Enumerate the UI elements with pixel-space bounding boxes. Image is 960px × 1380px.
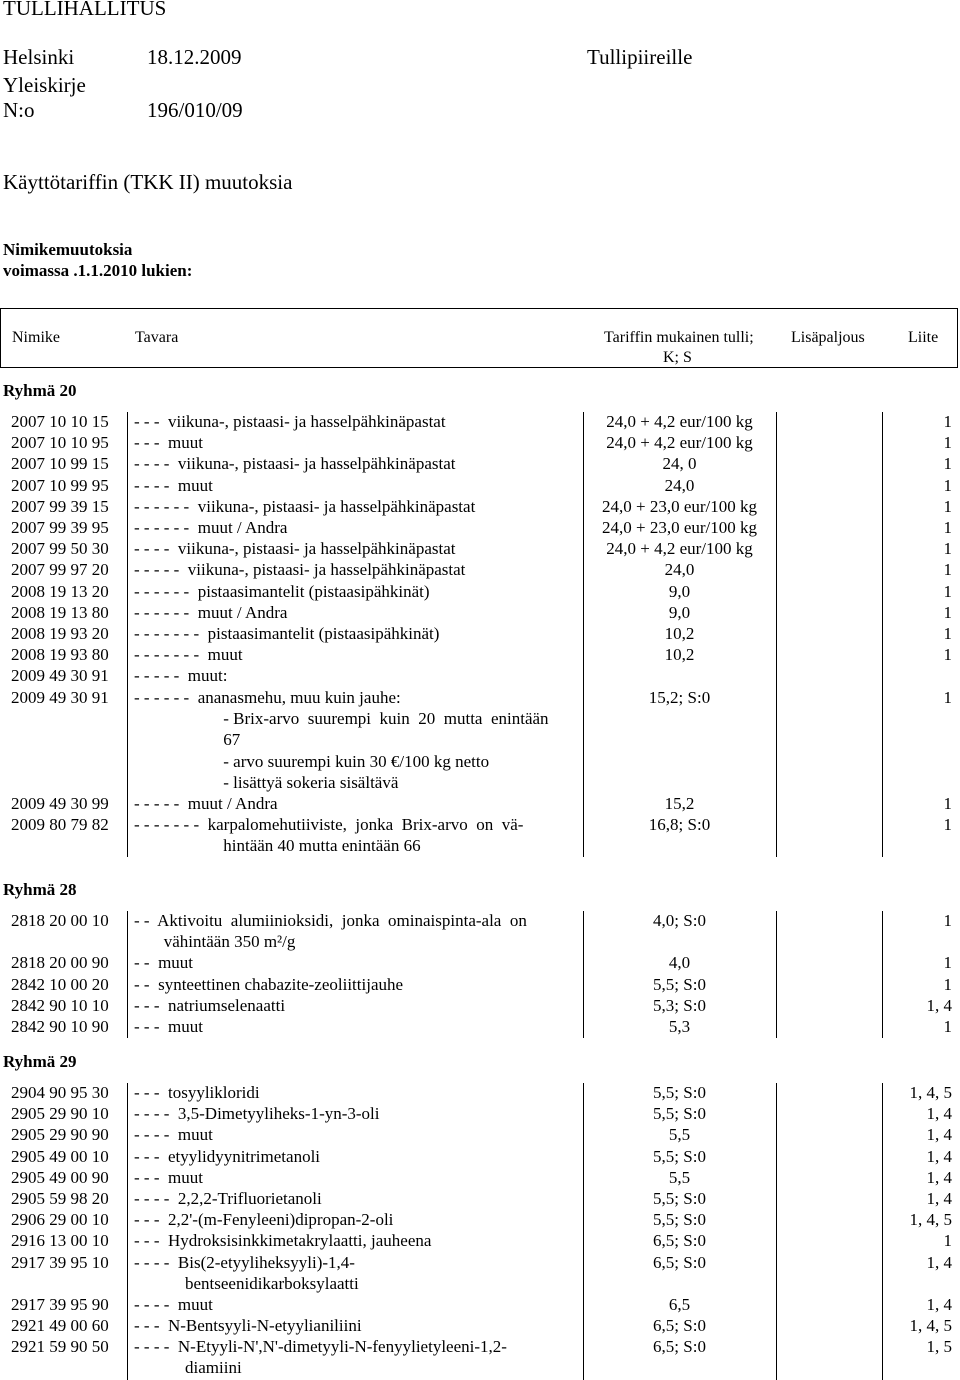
column-divider <box>882 911 883 1038</box>
description-line: hintään 40 mutta enintään 66 <box>134 836 421 856</box>
row-code: 2904 90 95 30 <box>11 1083 109 1102</box>
description-line: vähintään 350 m²/g <box>134 932 296 952</box>
row-code: 2906 29 00 10 <box>11 1210 109 1229</box>
row-description <box>134 560 465 581</box>
row-duty: 24, 0 <box>662 454 697 473</box>
row-liite: 1 <box>943 645 952 664</box>
row-duty: 5,3 <box>668 1017 691 1036</box>
row-liite: 1 <box>943 454 952 473</box>
row-liite: 1, 5 <box>926 1337 952 1356</box>
row-description <box>134 433 203 454</box>
row-description <box>134 645 243 666</box>
row-liite: 1, 4 <box>926 1147 952 1166</box>
column-divider <box>127 412 128 857</box>
group-title: Ryhmä 20 <box>3 381 77 400</box>
row-description <box>134 454 455 475</box>
row-code: 2921 49 00 60 <box>11 1316 109 1335</box>
description-line: - - - - - - - karpalomehutiiviste, jonka Brix-arvo on vä- <box>134 815 524 834</box>
table-row <box>0 1104 960 1125</box>
row-duty: 9,0 <box>668 582 691 601</box>
row-description <box>134 1295 213 1316</box>
agency-name: TULLIHALLITUS <box>3 0 167 20</box>
column-liite: Liite <box>908 329 939 346</box>
row-liite: 1, 4, 5 <box>909 1210 952 1229</box>
table-row <box>0 1231 960 1252</box>
row-description <box>134 539 455 560</box>
row-code: 2842 10 00 20 <box>11 975 109 994</box>
row-description <box>134 1017 203 1038</box>
description-line: diamiini <box>134 1358 242 1378</box>
description-line: - - - N-Bentsyyli-N-etyylianiliini <box>134 1316 362 1335</box>
description-line: - - muut <box>134 953 194 972</box>
row-code: 2905 49 00 90 <box>11 1168 109 1187</box>
description-line: - - - - - viikuna-, pistaasi- ja hasselpähkinäpastat <box>134 560 466 579</box>
column-divider <box>127 1083 128 1380</box>
description-line: - - - - - - viikuna-, pistaasi- ja hasselpähkinäpastat <box>134 497 476 516</box>
table-row <box>0 975 960 996</box>
description-line: - - - muut <box>134 433 203 452</box>
row-duty: 6,5; S:0 <box>653 1253 706 1272</box>
row-duty: 5,5; S:0 <box>653 1083 706 1102</box>
column-lisapaljous: Lisäpaljous <box>791 329 865 346</box>
table-row <box>0 794 960 815</box>
row-liite: 1, 4, 5 <box>909 1316 952 1335</box>
row-liite: 1 <box>943 911 952 930</box>
row-liite: 1 <box>943 518 952 537</box>
number-label: N:o <box>3 98 35 122</box>
row-description <box>134 1316 362 1337</box>
description-line: - - - - - - - pistaasimantelit (pistaasipähkinät) <box>134 624 440 643</box>
row-liite: 1, 4, 5 <box>909 1083 952 1102</box>
row-liite: 1 <box>943 624 952 643</box>
row-liite: 1 <box>943 582 952 601</box>
row-liite: 1 <box>943 953 952 972</box>
row-description <box>134 412 446 433</box>
row-liite: 1, 4 <box>926 1104 952 1123</box>
table-row <box>0 518 960 539</box>
row-liite: 1 <box>943 688 952 707</box>
description-line: - - - 2,2'-(m-Fenyleeni)dipropan-2-oli <box>134 1210 394 1229</box>
row-liite: 1, 4 <box>926 1189 952 1208</box>
row-duty: 9,0 <box>668 603 691 622</box>
table-row <box>0 454 960 475</box>
description-line: - - - - muut <box>134 1125 213 1144</box>
row-description <box>134 476 213 497</box>
row-duty: 24,0 + 4,2 eur/100 kg <box>606 433 753 452</box>
row-duty: 15,2 <box>664 794 695 813</box>
table-row <box>0 560 960 581</box>
row-code: 2007 10 10 15 <box>11 412 109 431</box>
row-description <box>134 911 527 953</box>
row-description <box>134 688 549 794</box>
row-description <box>134 1231 431 1252</box>
table-row <box>0 1083 960 1104</box>
column-divider <box>127 911 128 1038</box>
description-line: - - - viikuna-, pistaasi- ja hasselpähkinäpastat <box>134 412 446 431</box>
table-row <box>0 603 960 624</box>
document-title: Käyttötariffin (TKK II) muutoksia <box>3 170 293 194</box>
row-liite: 1, 4 <box>926 1125 952 1144</box>
row-duty: 5,5 <box>668 1125 691 1144</box>
row-description <box>134 497 475 518</box>
validity-text: voimassa .1.1.2010 lukien: <box>3 261 193 280</box>
description-line: - - - - - - muut / Andra <box>134 518 288 537</box>
row-code: 2818 20 00 10 <box>11 911 109 930</box>
table-row <box>0 1017 960 1038</box>
row-duty: 5,5 <box>668 1168 691 1187</box>
table-row <box>0 1210 960 1231</box>
description-line: - arvo suurempi kuin 30 €/100 kg netto <box>134 751 490 771</box>
row-duty: 15,2; S:0 <box>648 688 711 707</box>
description-line: - - - - 2,2,2-Trifluorietanoli <box>134 1189 322 1208</box>
description-line: - - - - - - pistaasimantelit (pistaasipähkinät) <box>134 582 430 601</box>
row-description <box>134 603 287 624</box>
row-code: 2905 59 98 20 <box>11 1189 109 1208</box>
row-description <box>134 624 439 645</box>
row-code: 2009 49 30 91 <box>11 688 109 707</box>
description-line: - - - muut <box>134 1168 203 1187</box>
table-row <box>0 996 960 1017</box>
table-header <box>0 308 958 368</box>
row-description <box>134 666 227 687</box>
row-duty: 24,0 + 23,0 eur/100 kg <box>601 518 758 537</box>
column-divider <box>583 1083 584 1380</box>
row-duty: 4,0; S:0 <box>653 911 706 930</box>
row-code: 2007 99 50 30 <box>11 539 109 558</box>
description-line: - - - Hydroksisinkkimetakrylaatti, jauheena <box>134 1231 432 1250</box>
row-liite: 1, 4 <box>926 996 952 1015</box>
row-code: 2905 49 00 10 <box>11 1147 109 1166</box>
row-liite: 1 <box>943 412 952 431</box>
description-line: - - - - - - ananasmehu, muu kuin jauhe: <box>134 688 401 707</box>
description-line: - lisättyä sokeria sisältävä <box>134 772 399 792</box>
description-line: - - - - N-Etyyli-N',N'-dimetyyli-N-fenyylietyleeni-1,2- <box>134 1337 507 1356</box>
row-duty: 24,0 + 4,2 eur/100 kg <box>606 412 753 431</box>
row-description <box>134 1083 260 1104</box>
row-description <box>134 1337 507 1379</box>
row-description <box>134 1104 380 1125</box>
row-code: 2008 19 13 80 <box>11 603 109 622</box>
description-line: - - - - 3,5-Dimetyyliheks-1-yn-3-oli <box>134 1104 380 1123</box>
row-description <box>134 1147 320 1168</box>
description-line: - - - - viikuna-, pistaasi- ja hasselpähkinäpastat <box>134 454 456 473</box>
table-row <box>0 1168 960 1189</box>
row-description <box>134 996 285 1017</box>
row-liite: 1 <box>943 1017 952 1036</box>
description-line: - - synteettinen chabazite-zeoliittijauhe <box>134 975 404 994</box>
row-duty: 6,5 <box>668 1295 691 1314</box>
row-description <box>134 582 430 603</box>
row-description <box>134 953 193 974</box>
description-line: - - Aktivoitu alumiinioksidi, jonka ominaispinta-ala on <box>134 911 527 930</box>
table-row <box>0 476 960 497</box>
description-line: - Brix-arvo suurempi kuin 20 mutta enintään <box>134 709 549 729</box>
row-duty: 5,3; S:0 <box>653 996 706 1015</box>
table-row <box>0 815 960 857</box>
description-line: - - - - muut <box>134 1295 213 1314</box>
row-code: 2007 10 10 95 <box>11 433 109 452</box>
row-liite: 1 <box>943 539 952 558</box>
table-row <box>0 1253 960 1295</box>
row-code: 2905 29 90 10 <box>11 1104 109 1123</box>
row-duty: 24,0 <box>664 476 695 495</box>
table-row <box>0 953 960 974</box>
row-liite: 1, 4 <box>926 1295 952 1314</box>
row-duty: 4,0 <box>668 953 691 972</box>
description-line: - - - - - - - muut <box>134 645 243 664</box>
row-liite: 1 <box>943 433 952 452</box>
date: 18.12.2009 <box>147 45 242 69</box>
row-liite: 1 <box>943 1231 952 1250</box>
row-description <box>134 1125 213 1146</box>
row-duty: 5,5; S:0 <box>653 1147 706 1166</box>
row-description <box>134 975 403 996</box>
group-title: Ryhmä 28 <box>3 880 77 899</box>
row-description <box>134 1189 322 1210</box>
table-row <box>0 433 960 454</box>
row-liite: 1 <box>943 497 952 516</box>
description-line: 67 <box>134 730 241 750</box>
description-line: - - - - Bis(2-etyyliheksyyli)-1,4- <box>134 1253 355 1272</box>
table-row <box>0 666 960 687</box>
row-duty: 10,2 <box>664 645 695 664</box>
description-line: - - - natriumselenaatti <box>134 996 286 1015</box>
row-code: 2007 99 97 20 <box>11 560 109 579</box>
table-row <box>0 1189 960 1210</box>
row-duty: 6,5; S:0 <box>653 1316 706 1335</box>
row-duty: 6,5; S:0 <box>653 1231 706 1250</box>
row-description <box>134 1253 359 1295</box>
row-duty: 5,5; S:0 <box>653 1189 706 1208</box>
row-code: 2917 39 95 90 <box>11 1295 109 1314</box>
row-duty: 5,5; S:0 <box>653 1210 706 1229</box>
row-code: 2905 29 90 90 <box>11 1125 109 1144</box>
description-line: - - - etyylidyynitrimetanoli <box>134 1147 321 1166</box>
document-number: 196/010/09 <box>147 98 243 122</box>
column-divider <box>882 412 883 857</box>
table-row <box>0 1337 960 1379</box>
row-code: 2009 49 30 99 <box>11 794 109 813</box>
row-duty: 5,5; S:0 <box>653 975 706 994</box>
row-description <box>134 1168 203 1189</box>
row-liite: 1 <box>943 815 952 834</box>
table-row <box>0 1147 960 1168</box>
table-row <box>0 539 960 560</box>
table-row <box>0 688 960 794</box>
table-row <box>0 911 960 953</box>
description-line: bentseenidikarboksylaatti <box>134 1274 359 1294</box>
row-code: 2921 59 90 50 <box>11 1337 109 1356</box>
recipient: Tullipiireille <box>587 45 693 69</box>
row-code: 2842 90 10 90 <box>11 1017 109 1036</box>
row-duty: 6,5; S:0 <box>653 1337 706 1356</box>
column-tulli: Tariffin mukainen tulli; <box>604 329 754 346</box>
row-duty: 10,2 <box>664 624 695 643</box>
row-liite: 1 <box>943 603 952 622</box>
row-duty: 24,0 + 23,0 eur/100 kg <box>601 497 758 516</box>
row-duty: 5,5; S:0 <box>653 1104 706 1123</box>
table-row <box>0 497 960 518</box>
table-row <box>0 412 960 433</box>
row-code: 2007 99 39 95 <box>11 518 109 537</box>
table-row <box>0 582 960 603</box>
table-row <box>0 624 960 645</box>
row-code: 2917 39 95 10 <box>11 1253 109 1272</box>
row-code: 2007 10 99 15 <box>11 454 109 473</box>
row-duty: 16,8; S:0 <box>648 815 711 834</box>
description-line: - - - - muut <box>134 476 213 495</box>
table-row <box>0 1316 960 1337</box>
description-line: - - - muut <box>134 1017 203 1036</box>
row-liite: 1, 4 <box>926 1253 952 1272</box>
row-code: 2916 13 00 10 <box>11 1231 109 1250</box>
row-duty: 24,0 <box>664 560 695 579</box>
document-type: Yleiskirje <box>3 73 86 97</box>
group-title: Ryhmä 29 <box>3 1052 77 1071</box>
table-row <box>0 645 960 666</box>
column-tulli-sub: K; S <box>663 349 692 366</box>
table-row <box>0 1295 960 1316</box>
row-code: 2842 90 10 10 <box>11 996 109 1015</box>
column-divider <box>882 1083 883 1380</box>
row-code: 2008 19 93 20 <box>11 624 109 643</box>
table-row <box>0 1125 960 1146</box>
description-line: - - - - viikuna-, pistaasi- ja hasselpähkinäpastat <box>134 539 456 558</box>
description-line: - - - - - - muut / Andra <box>134 603 288 622</box>
row-liite: 1, 4 <box>926 1168 952 1187</box>
row-description <box>134 1210 393 1231</box>
column-divider <box>583 412 584 857</box>
row-description <box>134 794 278 815</box>
column-divider <box>583 911 584 1038</box>
row-liite: 1 <box>943 794 952 813</box>
row-code: 2007 99 39 15 <box>11 497 109 516</box>
row-code: 2007 10 99 95 <box>11 476 109 495</box>
row-duty: 24,0 + 4,2 eur/100 kg <box>606 539 753 558</box>
place: Helsinki <box>3 45 75 69</box>
description-line: - - - - - muut / Andra <box>134 794 278 813</box>
column-divider <box>776 911 777 1038</box>
row-liite: 1 <box>943 560 952 579</box>
description-line: - - - - - muut: <box>134 666 228 685</box>
column-tavara: Tavara <box>135 329 179 346</box>
column-divider <box>776 412 777 857</box>
row-code: 2009 80 79 82 <box>11 815 109 834</box>
row-code: 2008 19 93 80 <box>11 645 109 664</box>
row-liite: 1 <box>943 476 952 495</box>
row-liite: 1 <box>943 975 952 994</box>
row-description <box>134 518 287 539</box>
description-line: - - - tosyylikloridi <box>134 1083 260 1102</box>
row-description <box>134 815 523 857</box>
column-nimike: Nimike <box>12 329 60 346</box>
column-divider <box>776 1083 777 1380</box>
row-code: 2008 19 13 20 <box>11 582 109 601</box>
subtitle: Nimikemuutoksia <box>3 240 133 259</box>
row-code: 2009 49 30 91 <box>11 666 109 685</box>
row-code: 2818 20 00 90 <box>11 953 109 972</box>
